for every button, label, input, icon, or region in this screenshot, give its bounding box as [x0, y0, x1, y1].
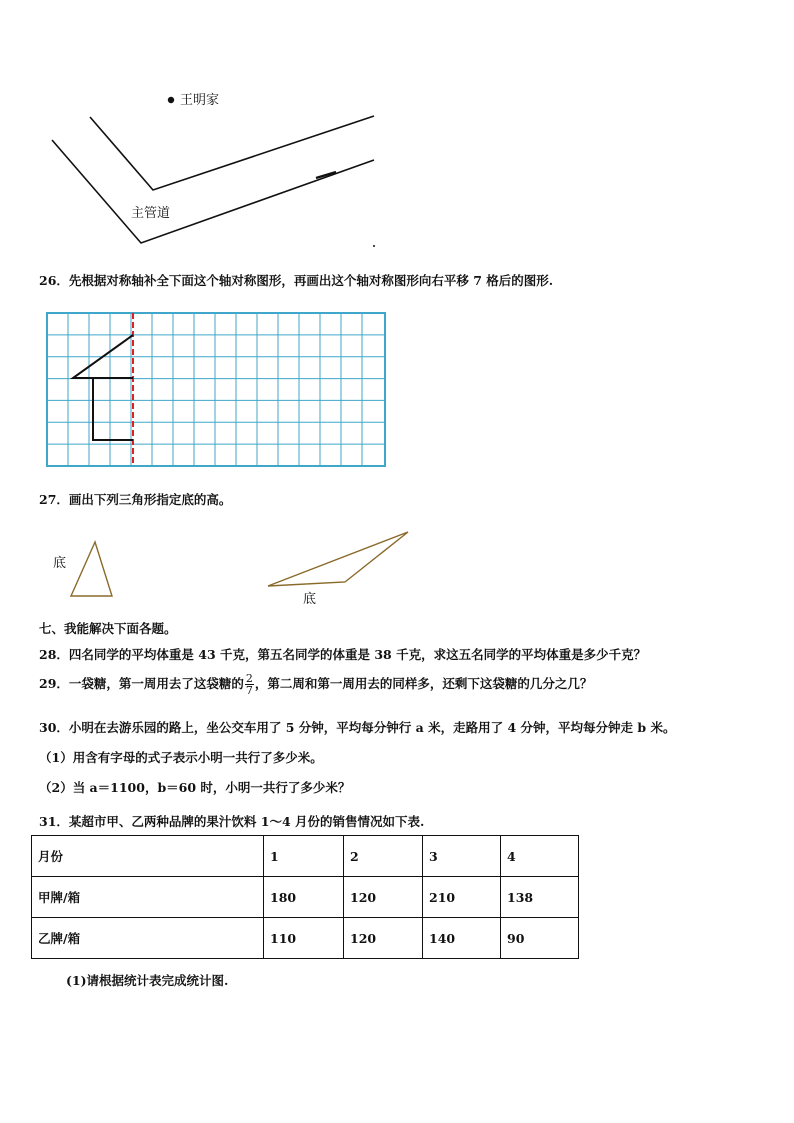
section-7-title: 七、我能解决下面各题。: [39, 621, 177, 636]
main-pipe-label: 主管道: [131, 206, 171, 221]
question-31-sub1: (1)请根据统计表完成统计图.: [66, 973, 229, 988]
table-cell: 110: [264, 918, 344, 959]
table-cell: 140: [423, 918, 501, 959]
pipe-map-figure: [0, 0, 400, 260]
q29-before: 29．一袋糖，第一周用去了这袋糖的: [39, 676, 244, 691]
table-cell: 甲牌/箱: [32, 877, 264, 918]
table-cell: 210: [423, 877, 501, 918]
sales-table: [31, 835, 579, 959]
question-29: [39, 673, 592, 696]
table-row: [32, 877, 579, 918]
table-cell: 2: [344, 836, 423, 877]
home-dot: [168, 97, 174, 103]
triangle-2-base-label: 底: [303, 592, 317, 607]
grid-lines: [47, 313, 385, 466]
table-cell: 180: [264, 877, 344, 918]
triangle-1-base-label: 底: [53, 556, 67, 571]
table-row: [32, 918, 579, 959]
road-inner-line: [90, 116, 374, 190]
question-31: 31．某超市甲、乙两种品牌的果汁饮料 1～4 月份的销售情况如下表.: [39, 814, 425, 829]
table-cell: 138: [501, 877, 579, 918]
question-30: 30．小明在去游乐园的路上，坐公交车用了 5 分钟，平均每分钟行 a 米，走路用了 4 分钟，平均每分钟走 b 米。: [39, 720, 676, 735]
q29-after: ，第二周和第一周用去的同样多，还剩下这袋糖的几分之几？: [254, 676, 593, 691]
table-cell: 90: [501, 918, 579, 959]
triangle-2: [268, 532, 408, 586]
table-row: [32, 836, 579, 877]
main-pipe-line: [52, 140, 374, 243]
triangles-figure[interactable]: [40, 525, 420, 610]
table-cell: 120: [344, 918, 423, 959]
table-cell: 4: [501, 836, 579, 877]
question-30-sub1: （1）用含有字母的式子表示小明一共行了多少米。: [39, 750, 323, 765]
half-shape: [73, 335, 133, 440]
table-cell: 3: [423, 836, 501, 877]
table-cell: 1: [264, 836, 344, 877]
table-cell: 月份: [32, 836, 264, 877]
grid-figure[interactable]: [45, 310, 390, 470]
question-26: 26．先根据对称轴补全下面这个轴对称图形，再画出这个轴对称图形向右平移 7 格后的图形.: [39, 273, 554, 288]
table-cell: 乙牌/箱: [32, 918, 264, 959]
triangle-1: [71, 542, 112, 596]
table-cell: 120: [344, 877, 423, 918]
stray-dot: [373, 245, 375, 247]
question-27: 27．画出下列三角形指定底的高。: [39, 492, 232, 507]
home-label: 王明家: [180, 93, 220, 108]
fraction-two-sevenths: $\frac{2}{7}$: [245, 672, 253, 697]
question-28: 28．四名同学的平均体重是 43 千克，第五名同学的体重是 38 千克，求这五名同学的平均体重是多少千克？: [39, 647, 647, 662]
question-30-sub2: （2）当 a＝1100，b＝60 时，小明一共行了多少米？: [39, 780, 351, 795]
